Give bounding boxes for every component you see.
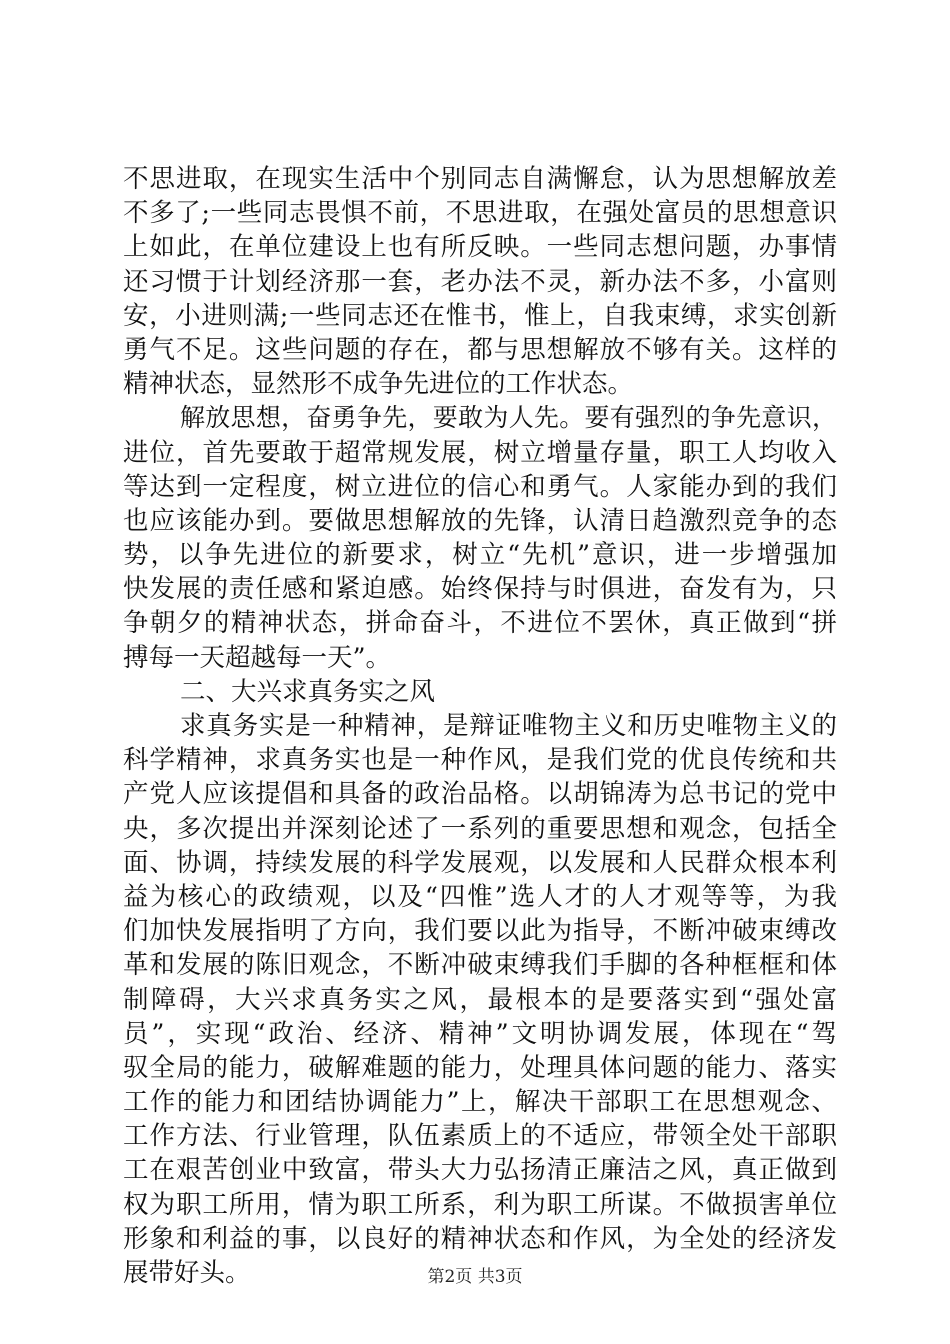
text-line: 也应该能办到。要做思想解放的先锋，认清日趋激烈竞争的态: [123, 505, 837, 536]
text-line: 精神状态，显然形不成争先进位的工作状态。: [123, 369, 634, 400]
text-line: 进位，首先要敢于超常规发展，树立增量存量，职工人均收入: [123, 437, 837, 468]
text-line: 展带好头。: [123, 1258, 251, 1288]
text-line: 员”，实现“政治、经济、精神”文明协调发展，体现在“驾: [123, 1018, 837, 1049]
text-line: 工作方法、行业管理，队伍素质上的不适应，带领全处干部职: [123, 1121, 837, 1152]
text-line: 快发展的责任感和紧迫感。始终保持与时俱进，奋发有为，只: [123, 574, 837, 605]
text-line: 驭全局的能力，破解难题的能力，处理具体问题的能力、落实: [123, 1052, 837, 1083]
text-line: 等达到一定程度，树立进位的信心和勇气。人家能办到的我们: [123, 471, 837, 502]
text-line: 势，以争先进位的新要求，树立“先机”意识，进一步增强加: [123, 540, 837, 571]
text-line: 不思进取，在现实生活中个别同志自满懈怠，认为思想解放差: [123, 164, 837, 194]
text-line: 求真务实是一种精神，是辩证唯物主义和历史唯物主义的: [180, 711, 837, 741]
text-line: 解放思想，奋勇争先，要敢为人先。要有强烈的争先意识，: [180, 403, 837, 433]
text-line: 制障碍，大兴求真务实之风，最根本的是要落实到“强处富: [123, 984, 837, 1015]
text-line: 央，多次提出并深刻论述了一系列的重要思想和观念，包括全: [123, 813, 837, 844]
text-line: 产党人应该提倡和具备的政治品格。以胡锦涛为总书记的党中: [123, 779, 837, 810]
text-line: 不多了;一些同志畏惧不前，不思进取，在强处富员的思想意识: [123, 198, 837, 229]
document-body: [123, 162, 837, 1290]
text-line: 益为核心的政绩观，以及“四惟”选人才的人才观等等，为我: [123, 881, 837, 912]
text-line: 革和发展的陈旧观念，不断冲破束缚我们手脚的各种框框和体: [123, 950, 837, 981]
page-footer: 第2页 共3页: [427, 1267, 523, 1287]
text-line: 面、协调，持续发展的科学发展观，以发展和人民群众根本利: [123, 847, 837, 878]
text-line: 勇气不足。这些问题的存在，都与思想解放不够有关。这样的: [123, 334, 837, 365]
text-line: 二、大兴求真务实之风: [180, 676, 436, 707]
text-line: 工在艰苦创业中致富，带头大力弘扬清正廉洁之风，真正做到: [123, 1155, 837, 1186]
text-line: 工作的能力和团结协调能力”上，解决干部职工在思想观念、: [123, 1087, 837, 1118]
text-line: 安，小进则满;一些同志还在惟书，惟上，自我束缚，求实创新: [123, 300, 837, 331]
text-line: 争朝夕的精神状态，拼命奋斗，不进位不罢休，真正做到“拼: [123, 608, 837, 639]
text-line: 形象和利益的事，以良好的精神状态和作风，为全处的经济发: [123, 1223, 837, 1254]
text-line: 还习惯于计划经济那一套，老办法不灵，新办法不多，小富则: [123, 266, 837, 297]
text-line: 们加快发展指明了方向，我们要以此为指导，不断冲破束缚改: [123, 916, 837, 947]
text-line: 科学精神，求真务实也是一种作风，是我们党的优良传统和共: [123, 745, 837, 776]
text-line: 搏每一天超越每一天”。: [123, 642, 392, 673]
text-line: 权为职工所用，情为职工所系，利为职工所谋。不做损害单位: [123, 1189, 837, 1220]
text-line: 上如此，在单位建设上也有所反映。一些同志想问题，办事情: [123, 232, 837, 263]
